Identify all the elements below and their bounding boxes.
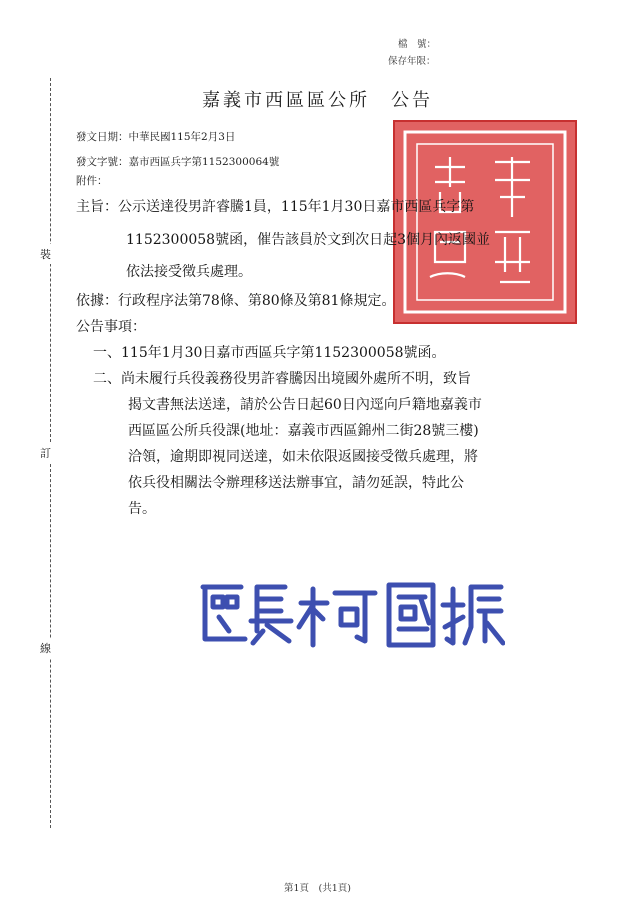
binding-char-xian: 線: [40, 638, 51, 658]
page-footer: 第1頁 (共1頁): [283, 883, 351, 894]
basis-line: 依據：行政程序法第78條、第80條及第81條規定。: [76, 293, 396, 309]
items-heading: 公告事項：: [76, 319, 146, 335]
page-title: 嘉義市西區區公所 公告: [202, 90, 433, 111]
item-two-line-3: 西區區公所兵役課(地址：嘉義市西區錦州二街28號三樓): [128, 423, 479, 439]
subject-line-3: 依法接受徵兵處理。: [126, 264, 252, 280]
subject-line-2: 1152300058號函，催告該員於文到次日起3個月內返國並: [126, 232, 490, 248]
subject-line-1: 主旨：公示送達役男許睿騰1員，115年1月30日嘉市西區兵字第: [76, 199, 475, 215]
official-seal-stamp: [393, 120, 577, 324]
issue-number: 發文字號：嘉市西區兵字第1152300064號: [76, 156, 280, 168]
item-two-line-6: 告。: [128, 501, 156, 517]
item-two-line-5: 依兵役相關法令辦理移送法辦事宜，請勿延誤，特此公: [128, 475, 464, 491]
retention-label: 保存年限：: [388, 56, 436, 67]
binding-char-ding: 訂: [40, 443, 51, 463]
signature-image: [195, 575, 505, 650]
doc-number-label: 檔 號：: [398, 39, 437, 50]
issue-date: 發文日期：中華民國115年2月3日: [76, 131, 236, 143]
signature-icon: [195, 575, 505, 650]
seal-icon: [395, 122, 575, 322]
binding-char-zhuang: 裝: [40, 244, 51, 264]
attachment-label: 附件：: [76, 175, 108, 187]
item-two-line-2: 揭文書無法送達，請於公告日起60日內逕向戶籍地嘉義市: [128, 397, 482, 413]
item-one: 一、115年1月30日嘉市西區兵字第1152300058號函。: [93, 345, 446, 361]
item-two-line-4: 洽領，逾期即視同送達，如未依限返國接受徵兵處理，將: [128, 449, 478, 465]
item-two-line-1: 二、尚未履行兵役義務役男許睿騰因出境國外處所不明，致旨: [93, 371, 471, 387]
